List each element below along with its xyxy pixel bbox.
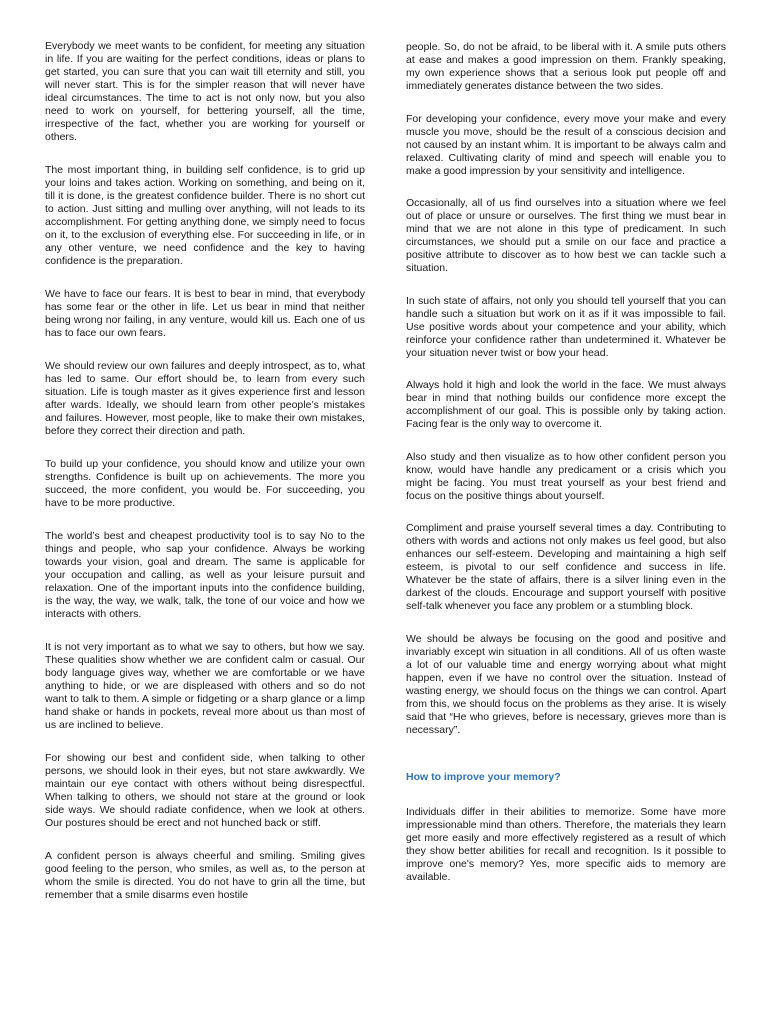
paragraph: people. So, do not be afraid, to be liberal with it. A smile puts others at ease and makes a good impression on them. Frankly speaking, my own experience shows that a serious look put people off and immediately generates distance between the two sides. xyxy=(406,41,726,92)
paragraph: In such state of affairs, not only you should tell yourself that you can handle such a situation but work on it as if it was impossible to fail. Use positive words about your competence and your ability, which reinforce your confidence rather than undetermined it. Whatever be your situation never twist or bow your head. xyxy=(406,294,726,359)
paragraph: For showing our best and confident side, when talking to other persons, we should look in their eyes, but not stare awkwardly. We maintain our eye contact with others without being disrespectful. When talking to others, we should not stare at the ground or look side ways. We should radiate confidence, when we look at others. Our postures should be erect and not hunched back or stiff. xyxy=(45,752,365,829)
right-column xyxy=(406,41,726,903)
paragraph: A confident person is always cheerful and smiling. Smiling gives good feeling to the person, who smiles, as well as, to the person at whom the smile is directed. You do not have to grin all the time, but remember that a smile disarms even hostile xyxy=(45,850,365,901)
paragraph: Also study and then visualize as to how other confident person you know, would have handle any predicament or a crisis which you might be facing. You must treat yourself as your best friend and focus on the positive things about yourself. xyxy=(406,450,726,502)
paragraph: We should review our own failures and deeply introspect, as to, what has led to same. Our effort should be, to learn from every such situation. Life is tough master as it gives experience first and lesson after wards. Ideally, we should learn from other people’s mistakes and failures. However, most people, like to make their own mistakes, before they correct their direction and path. xyxy=(45,360,365,437)
paragraph: For developing your confidence, every move your make and every muscle you move, should be the result of a conscious decision and not caused by an instant whim. It is important to be always calm and relaxed. Cultivating clarity of mind and speech will enable you to make a good impression by your sensitivity and intelligence. xyxy=(406,112,726,177)
paragraph: To build up your confidence, you should know and utilize your own strengths. Confidence is built up on achievements. The more you succeed, the more confident, you would be. For succeeding, you have to be more productive. xyxy=(45,458,365,509)
paragraph: The most important thing, in building self confidence, is to grid up your loins and takes action. Working on something, and being on it, till it is done, is the greatest confidence builder. There is no short cut to action. Just sitting and mulling over anything, will not leads to its accomplishment. For getting anything done, we simply need to focus on it, to the exclusion of everything else. For succeeding in life, or in any other venture, we need confidence and the key to having confidence is the preparation. xyxy=(45,164,365,267)
paragraph: The world’s best and cheapest productivity tool is to say No to the things and people, who sap your confidence. Always be working towards your vision, goal and dream. The same is applicable for your occupation and calling, as well as your leisure pursuit and relaxation. One of the important inputs into the confidence building, is the way, the way, we walk, talk, the tone of our voice and how we interacts with others. xyxy=(45,530,365,620)
paragraph: We have to face our fears. It is best to bear in mind, that everybody has some fear or the other in life. Let us bear in mind that neither being wrong nor failing, in any venture, would kill us. Each one of us has to face our own fears. xyxy=(45,288,365,339)
paragraph: Occasionally, all of us find ourselves into a situation where we feel out of place or unsure or ourselves. The first thing we must bear in mind that we are not alone in this type of predicament. In such circumstances, we should put a smile on our face and practice a positive attribute to discover as to how best we can tackle such a situation. xyxy=(406,197,726,274)
paragraph: Individuals differ in their abilities to memorize. Some have more impressionable mind than others. Therefore, the materials they learn get more easily and more effectively registered as a result of which they show better abilities for recall and recognition. Is it possible to improve one's memory? Yes, more specific aids to memory are available. xyxy=(406,805,726,883)
paragraph: It is not very important as to what we say to others, but how we say. These qualities show whether we are confident calm or casual. Our body language gives way, whether we are comfortable or we have anything to hide, or we are displeased with others and so do not want to talk to them. A simple or fidgeting or a sharp glance or a limp hand shake or hands in pockets, reveal more about us than most of us are inclined to believe. xyxy=(45,641,365,731)
paragraph: Always hold it high and look the world in the face. We must always bear in mind that nothing builds our confidence more except the accomplishment of our goal. This is possible only by taking action. Facing fear is the only way to overcome it. xyxy=(406,379,726,430)
section-heading: How to improve your memory? xyxy=(406,770,561,783)
paragraph: We should be always be focusing on the good and positive and invariably except win situation in all conditions. All of us often waste a lot of our valuable time and energy worrying about what might happen, even if we have no control over the situation. Instead of wasting energy, we should focus on the things we can control. Apart from this, we should focus on the problems as they arise. It is wisely said that “He who grieves, before is necessary, grieves more than is necessary”. xyxy=(406,632,726,736)
paragraph: Everybody we meet wants to be confident, for meeting any situation in life. If you are waiting for the perfect conditions, ideas or plans to get started, you can sure that you can wait till eternity and still, you will never start. This is for the simpler reason that will never have ideal circumstances. The time to act is not only now, but you also need to work on yourself, for bettering yourself, all the time, irrespective of the fact, whether you are working for yourself or others. xyxy=(45,40,365,143)
left-column xyxy=(45,40,365,922)
paragraph: Compliment and praise yourself several times a day. Contributing to others with words and actions not only makes us feel good, but also enhances our self-esteem. Developing and maintaining a high self esteem, is pivotal to our self confidence and success in life. Whatever be the state of affairs, there is a silver lining even in the darkest of the clouds. Encourage and support yourself with positive self-talk whenever you face any problem or a stumbling block. xyxy=(406,522,726,612)
